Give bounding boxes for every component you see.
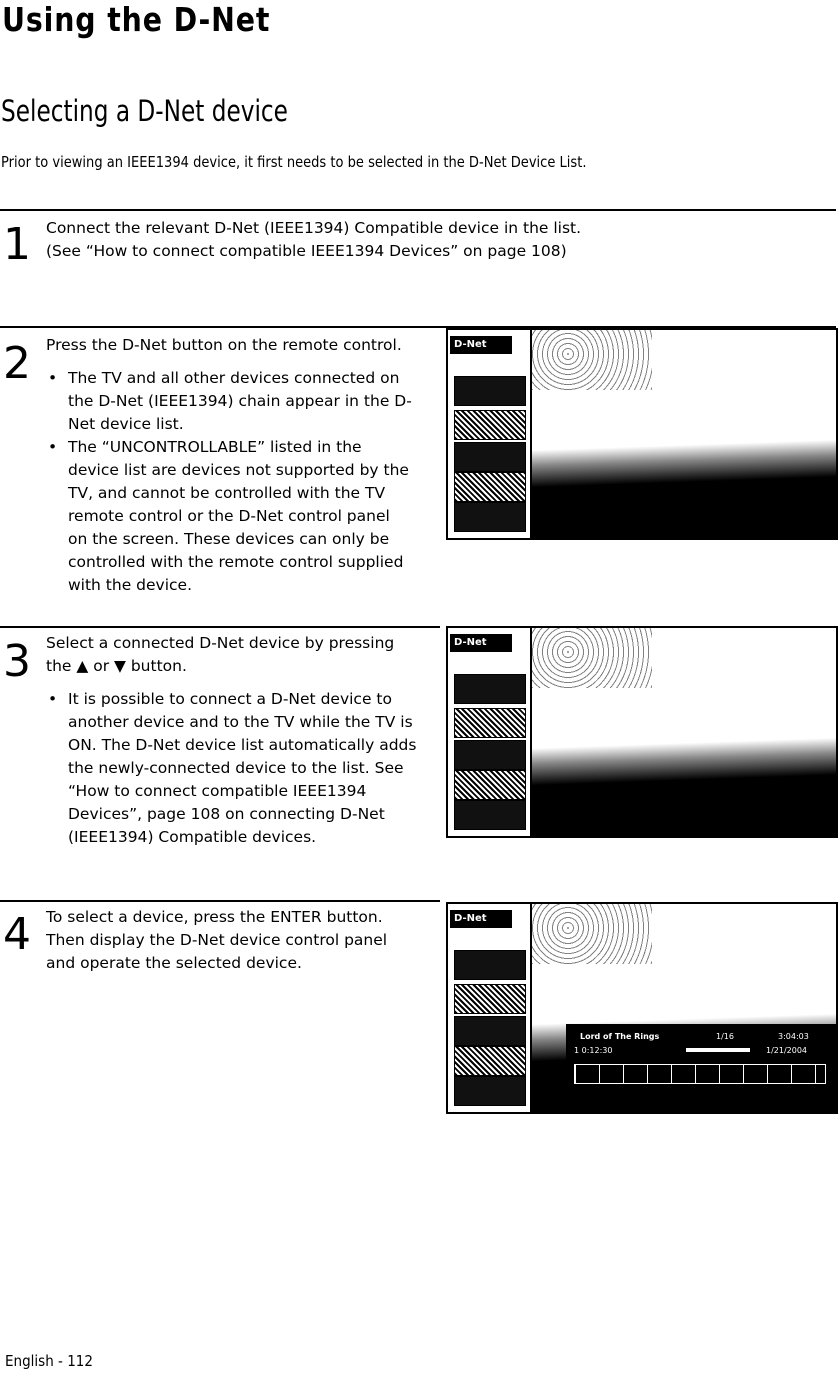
device-item[interactable] [454,740,526,770]
dnet-device-list [448,330,532,538]
step-3-tv-screen [446,626,838,838]
step-2-bullet-2: • The “UNCONTROLLABLE” listed in the device list are devices not supported by the TV, and cannot be controlled with the TV remote control or the D-Net control panel on the screen. These devices can only be controlled with the remote control supplied with the device. [68,436,414,597]
device-item[interactable] [454,770,526,800]
step-1-line-2: (See “How to connect compatible IEEE1394 Devices” on page 108) [46,242,567,260]
dnet-list-label: D-Net [450,634,512,652]
scene-texture [532,904,652,964]
step-1-number: 1 [3,219,31,270]
step-2-text [46,334,414,597]
playback-progress-bar [686,1048,750,1052]
device-item[interactable] [454,376,526,406]
step-3-line-2: the ▲ or ▼ button. [46,657,187,675]
step-4-tv-screen [446,902,838,1114]
step-4-text [46,906,430,975]
device-item[interactable] [454,674,526,704]
step-2-tv-screen [446,328,838,540]
step-2-number: 2 [3,338,31,389]
step-4-rule [0,900,440,902]
section-title: Selecting a D-Net device [1,94,288,128]
dnet-device-list [448,628,532,836]
step-1-line-1: Connect the relevant D-Net (IEEE1394) Compatible device in the list. [46,219,582,237]
page-footer: English - 112 [5,1352,93,1370]
step-3-bullets [46,688,430,849]
background-scene [532,628,836,836]
scene-texture [532,628,652,688]
step-2-bullets [46,367,414,597]
device-item[interactable] [454,984,526,1014]
device-item[interactable] [454,442,526,472]
device-item[interactable] [454,1016,526,1046]
step-1-rule [0,209,836,211]
step-3-text [46,632,430,849]
playback-buttons[interactable] [574,1064,826,1084]
control-panel-title: Lord of The Rings [580,1032,660,1041]
step-1-text [46,217,806,263]
device-item[interactable] [454,800,526,830]
device-item[interactable] [454,472,526,502]
step-2-line-1: Press the D-Net button on the remote control. [46,336,402,354]
background-scene [532,330,836,538]
step-4-line-1: To select a device, press the ENTER button. [46,908,383,926]
device-item[interactable] [454,950,526,980]
page-title: Using the D-Net [2,0,271,39]
control-panel-elapsed: 1 0:12:30 [574,1046,613,1055]
dnet-list-label: D-Net [450,910,512,928]
device-item[interactable] [454,708,526,738]
step-2-bullet-1: • The TV and all other devices connected on the D-Net (IEEE1394) chain appear in the D-Net device list. [68,367,414,436]
step-3-line-1: Select a connected D-Net device by pressing [46,634,395,652]
dnet-device-list [448,904,532,1112]
step-4-line-3: and operate the selected device. [46,954,302,972]
device-control-panel [566,1024,836,1088]
intro-text: Prior to viewing an IEEE1394 device, it first needs to be selected in the D-Net Device List. [1,153,587,171]
control-panel-field-a: 1/16 [716,1032,734,1041]
step-3-rule [0,626,440,628]
scene-texture [532,330,652,390]
device-item[interactable] [454,1046,526,1076]
step-3-bullet-1: • It is possible to connect a D-Net device to another device and to the TV while the TV is ON. The D-Net device list automatically adds the newly-connected device to the list. See “How to connect compatible IEEE1394 Devices”, page 108 on connecting D-Net (IEEE1394) Compatible devices. [68,688,430,849]
dnet-list-label: D-Net [450,336,512,354]
step-3-number: 3 [3,636,31,687]
control-panel-field-d: 1/21/2004 [766,1046,808,1055]
step-4-line-2: Then display the D-Net device control panel [46,931,388,949]
device-item[interactable] [454,410,526,440]
device-item[interactable] [454,1076,526,1106]
step-4-number: 4 [3,909,31,960]
control-panel-field-b: 3:04:03 [778,1032,809,1041]
device-item[interactable] [454,502,526,532]
